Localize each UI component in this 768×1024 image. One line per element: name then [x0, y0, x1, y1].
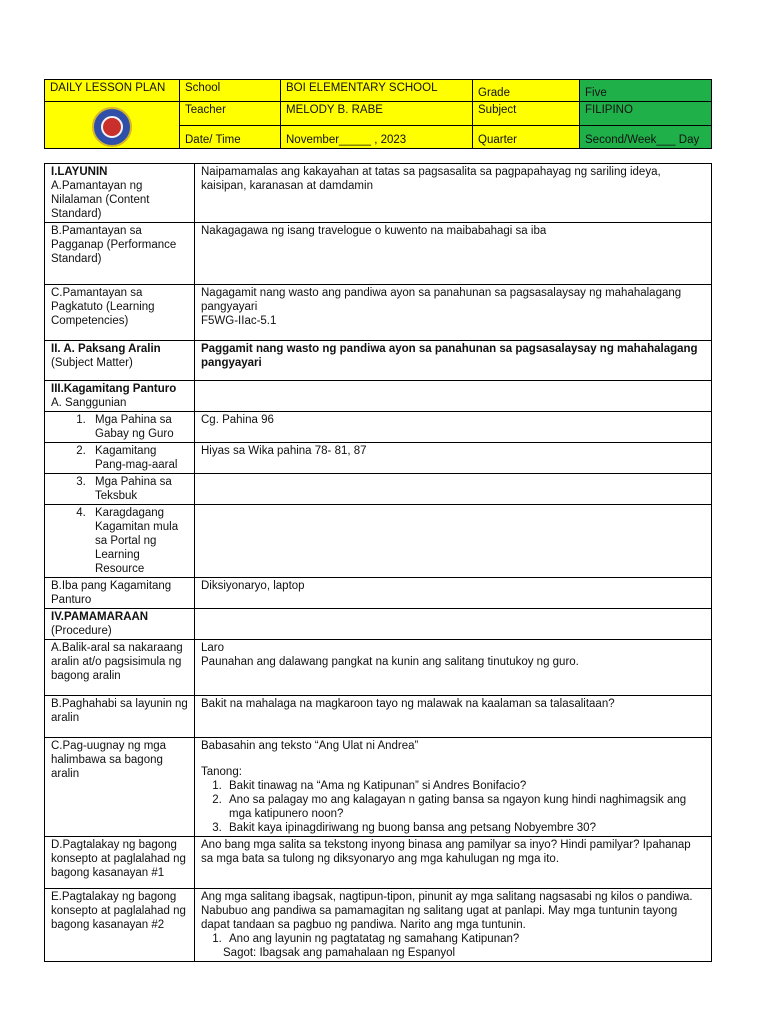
- balik-aral-label: A.Balik-aral sa nakaraang aralin at/o pagsisimula ng bagong aralin: [45, 640, 195, 696]
- pagtalakay-1-value: Ano bang mga salita sa tekstong inyong binasa ang pamilyar sa inyo? Hindi pamilyar? Ipahanap sa mga bata sa tulong ng diksyonaryo ang mga kahulugan ng mga ito.: [195, 837, 712, 889]
- kagamitan-label-cell: [45, 381, 195, 412]
- grade-value: Five: [580, 80, 712, 102]
- sanggunian-label: A. Sanggunian: [51, 397, 127, 409]
- competency-code: F5WG-IIac-5.1: [201, 315, 277, 327]
- paghahabi-value: Bakit na mahalaga na magkaroon tayo ng malawak na kaalaman sa talasalitaan?: [195, 696, 712, 738]
- balik-aral-line-2: Paunahan ang dalawang pangkat na kunin ang salitang tinutukoy ng guro.: [201, 656, 579, 668]
- pagtalakay-2-item-1: 1. Ano ang layunin ng pagtatatag ng samahang Katipunan?: [225, 932, 705, 946]
- sanggunian-item-4-label: 4. Karagdagang Kagamitan mula sa Portal ng Learning Resource: [89, 506, 188, 576]
- paksa-sub: (Subject Matter): [51, 357, 133, 369]
- lesson-plan-title: DAILY LESSON PLAN: [50, 82, 166, 94]
- paksa-value: Paggamit nang wasto ng pandiwa ayon sa panahunan sa pagsasalaysay ng mahahalagang pangyayari: [195, 341, 712, 381]
- pagtalakay-2-label: E.Pagtalakay ng bagong konsepto at paglalahad ng bagong kasanayan #2: [45, 889, 195, 962]
- paksa-heading: II. A. Paksang Aralin: [51, 343, 161, 355]
- tanong-item-3: 3. Bakit kaya ipinagdiriwang ng buong bansa ang petsang Nobyembre 30?: [225, 821, 705, 835]
- school-value: BOI ELEMENTARY SCHOOL: [281, 80, 473, 102]
- pagtalakay-2-value: Ang mga salitang ibagsak, nagtipun-tipon, pinunit ay mga salitang nagsasabi ng kilos o pandiwa. Nabubuo ang pandiwa sa pamamagitan ng salitang ugat at panlapi. May mga tuntunin tayong dapat tandaan sa pagbuo ng pandiwa. Narito ang mga tuntunin.: [201, 891, 693, 931]
- sanggunian-item-1-value: Cg. Pahina 96: [195, 412, 712, 443]
- title-cell: [45, 80, 180, 102]
- date-value: November_____ , 2023: [281, 125, 473, 149]
- pag-uugnay-line-1: Babasahin ang teksto “Ang Ulat ni Andrea”: [201, 740, 419, 752]
- deped-seal-icon: [92, 107, 132, 147]
- tanong-label: Tanong:: [201, 766, 242, 778]
- sanggunian-item-2-cell: [45, 443, 195, 474]
- sanggunian-item-1-label: 1. Mga Pahina sa Gabay ng Guro: [89, 413, 188, 441]
- learning-competencies-label: C.Pamantayan sa Pagkatuto (Learning Competencies): [45, 285, 195, 341]
- pag-uugnay-cell: [195, 738, 712, 837]
- sanggunian-item-1-cell: [45, 412, 195, 443]
- quarter-value: Second/Week___ Day: [580, 125, 712, 149]
- tanong-item-1: 1. Bakit tinawag na “Ama ng Katipunan” si Andres Bonifacio?: [225, 779, 705, 793]
- subject-value: FILIPINO: [580, 102, 712, 126]
- layunin-heading: I.LAYUNIN: [51, 166, 108, 178]
- date-label: Date/ Time: [180, 125, 281, 149]
- iba-pang-kagamitan-value: Diksiyonaryo, laptop: [195, 578, 712, 609]
- grade-label: Grade: [473, 80, 580, 102]
- sagot-line: Sagot: Ibagsak ang pamahalaan ng Espanyol: [223, 947, 456, 959]
- content-standard-value: Naipamamalas ang kakayahan at tatas sa pagsasalita sa pagpapahayag ng sariling ideya, kaisipan, karanasan at damdamin: [195, 164, 712, 223]
- performance-standard-label: B.Pamantayan sa Pagganap (Performance Standard): [45, 223, 195, 285]
- learning-competencies-value: Nagagamit nang wasto ang pandiwa ayon sa panahunan sa pagsasalaysay ng mahahalagang pangyayari: [201, 287, 682, 313]
- pamamaraan-sub: (Procedure): [51, 625, 112, 637]
- quarter-label: Quarter: [473, 125, 580, 149]
- iba-pang-kagamitan-label: B.Iba pang Kagamitang Panturo: [45, 578, 195, 609]
- paksa-label-cell: [45, 341, 195, 381]
- sanggunian-item-3-label: 3. Mga Pahina sa Teksbuk: [89, 475, 188, 503]
- sanggunian-item-2-label: 2. Kagamitang Pang-mag-aaral: [89, 444, 188, 472]
- kagamitan-empty: [195, 381, 712, 412]
- paghahabi-label: B.Paghahabi sa layunin ng aralin: [45, 696, 195, 738]
- sanggunian-item-2-value: Hiyas sa Wika pahina 78- 81, 87: [195, 443, 712, 474]
- balik-aral-cell: [195, 640, 712, 696]
- sanggunian-item-3-value: [195, 474, 712, 505]
- header-table: [44, 79, 712, 149]
- teacher-value: MELODY B. RABE: [281, 102, 473, 126]
- pagtalakay-1-label: D.Pagtalakay ng bagong konsepto at paglalahad ng bagong kasanayan #1: [45, 837, 195, 889]
- pag-uugnay-label: C.Pag-uugnay ng mga halimbawa sa bagong aralin: [45, 738, 195, 837]
- layunin-label-cell: [45, 164, 195, 223]
- balik-aral-line-1: Laro: [201, 642, 225, 654]
- sanggunian-item-4-value: [195, 505, 712, 578]
- kagamitan-heading: III.Kagamitang Panturo: [51, 383, 177, 395]
- pamamaraan-empty: [195, 609, 712, 640]
- pagtalakay-2-cell: [195, 889, 712, 962]
- content-standard-label: A.Pamantayan ng Nilalaman (Content Standard): [51, 180, 150, 220]
- school-label: School: [180, 80, 281, 102]
- sanggunian-item-3-cell: [45, 474, 195, 505]
- teacher-label: Teacher: [180, 102, 281, 126]
- pamamaraan-heading: IV.PAMAMARAAN: [51, 611, 149, 623]
- learning-competencies-cell: [195, 285, 712, 341]
- pagtalakay-2-list: [201, 932, 705, 946]
- pamamaraan-label-cell: [45, 609, 195, 640]
- tanong-item-2: 2. Ano sa palagay mo ang kalagayan n gating bansa sa ngayon kung hindi naghimagsik ang mga katipunero noon?: [225, 793, 705, 821]
- lesson-table: [44, 163, 712, 962]
- logo-cell: [45, 102, 180, 149]
- performance-standard-value: Nakagagawa ng isang travelogue o kuwento na maibabahagi sa iba: [195, 223, 712, 285]
- sanggunian-item-4-cell: [45, 505, 195, 578]
- subject-label: Subject: [473, 102, 580, 126]
- tanong-list: [201, 779, 705, 835]
